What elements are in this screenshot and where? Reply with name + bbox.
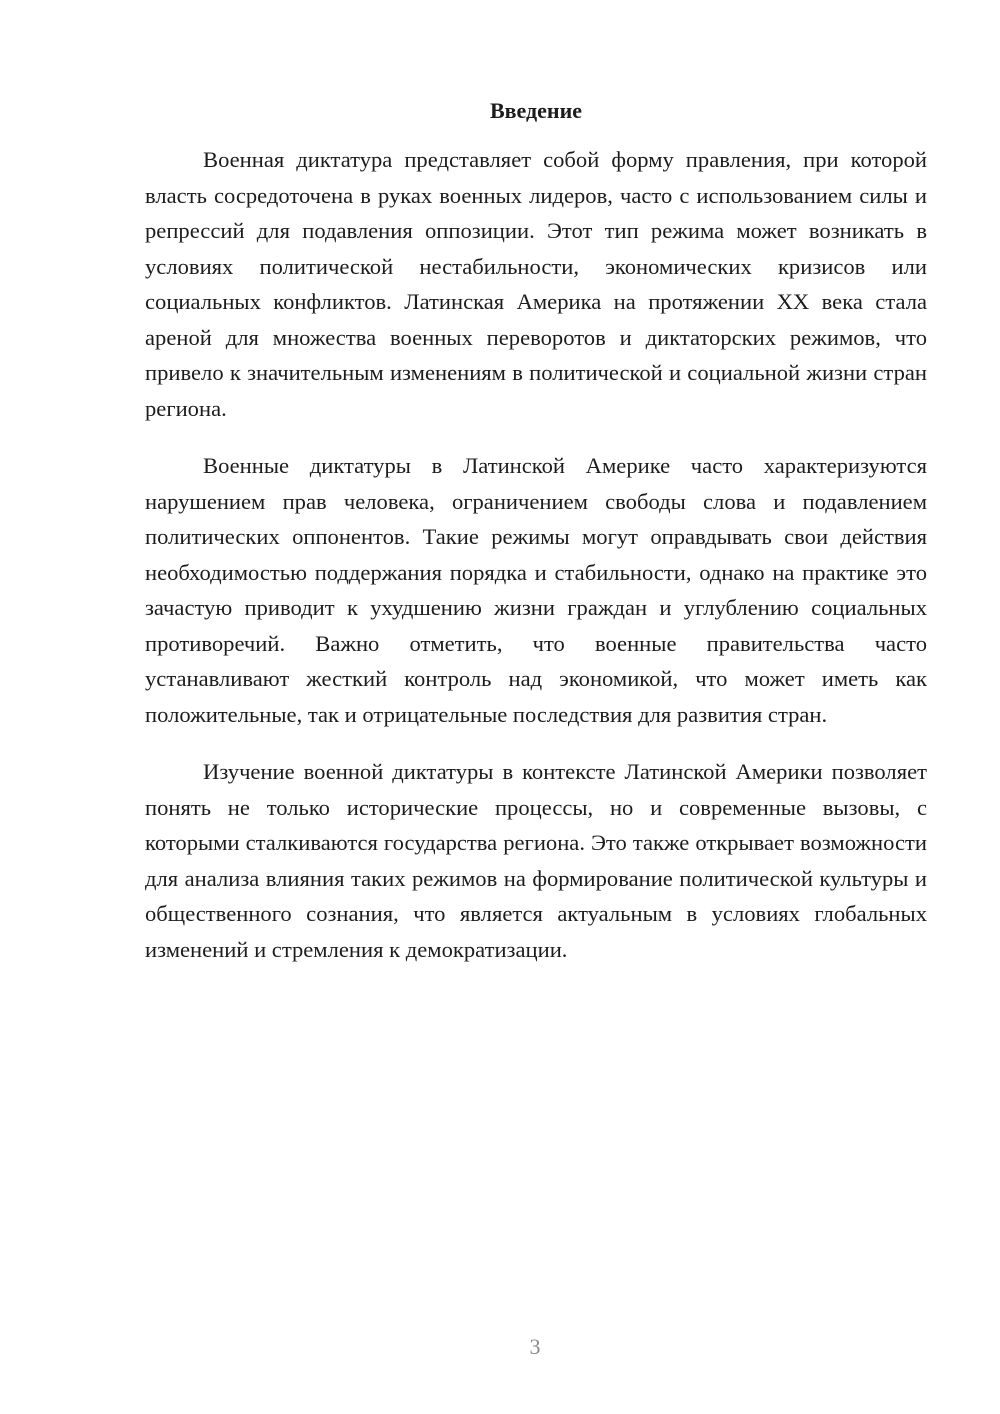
- page-number: 3: [529, 1334, 541, 1359]
- section-heading: Введение: [489, 98, 583, 123]
- paragraph-2: Военные диктатуры в Латинской Америке часто характеризуются нарушением прав человека, ограничением свободы слова и подавлением политических оппонентов. Такие режимы могут оправдывать свои действия необходимостью поддержания порядка и стабильности, однако на практике это зачастую приводит к ухудшению жизни граждан и углублению социальных противоречий. Важно отметить, что военные правительства часто устанавливают жесткий контроль над экономикой, что может иметь как положительные, так и отрицательные последствия для развития стран.: [145, 453, 927, 727]
- paragraph-1: Военная диктатура представляет собой форму правления, при которой власть сосредоточена в руках военных лидеров, часто с использованием силы и репрессий для подавления оппозиции. Этот тип режима может возникать в условиях политической нестабильности, экономических кризисов или социальных конфликтов. Латинская Америка на протяжении XX века стала ареной для множества военных переворотов и диктаторских режимов, что привело к значительным изменениям в политической и социальной жизни стран региона.: [145, 147, 927, 421]
- body-text: [145, 142, 927, 989]
- paragraph-3: Изучение военной диктатуры в контексте Латинской Америки позволяет понять не только исторические процессы, но и современные вызовы, с которыми сталкиваются государства региона. Это также открывает возможности для анализа влияния таких режимов на формирование политической культуры и общественного сознания, что является актуальным в условиях глобальных изменений и стремления к демократизации.: [145, 759, 927, 962]
